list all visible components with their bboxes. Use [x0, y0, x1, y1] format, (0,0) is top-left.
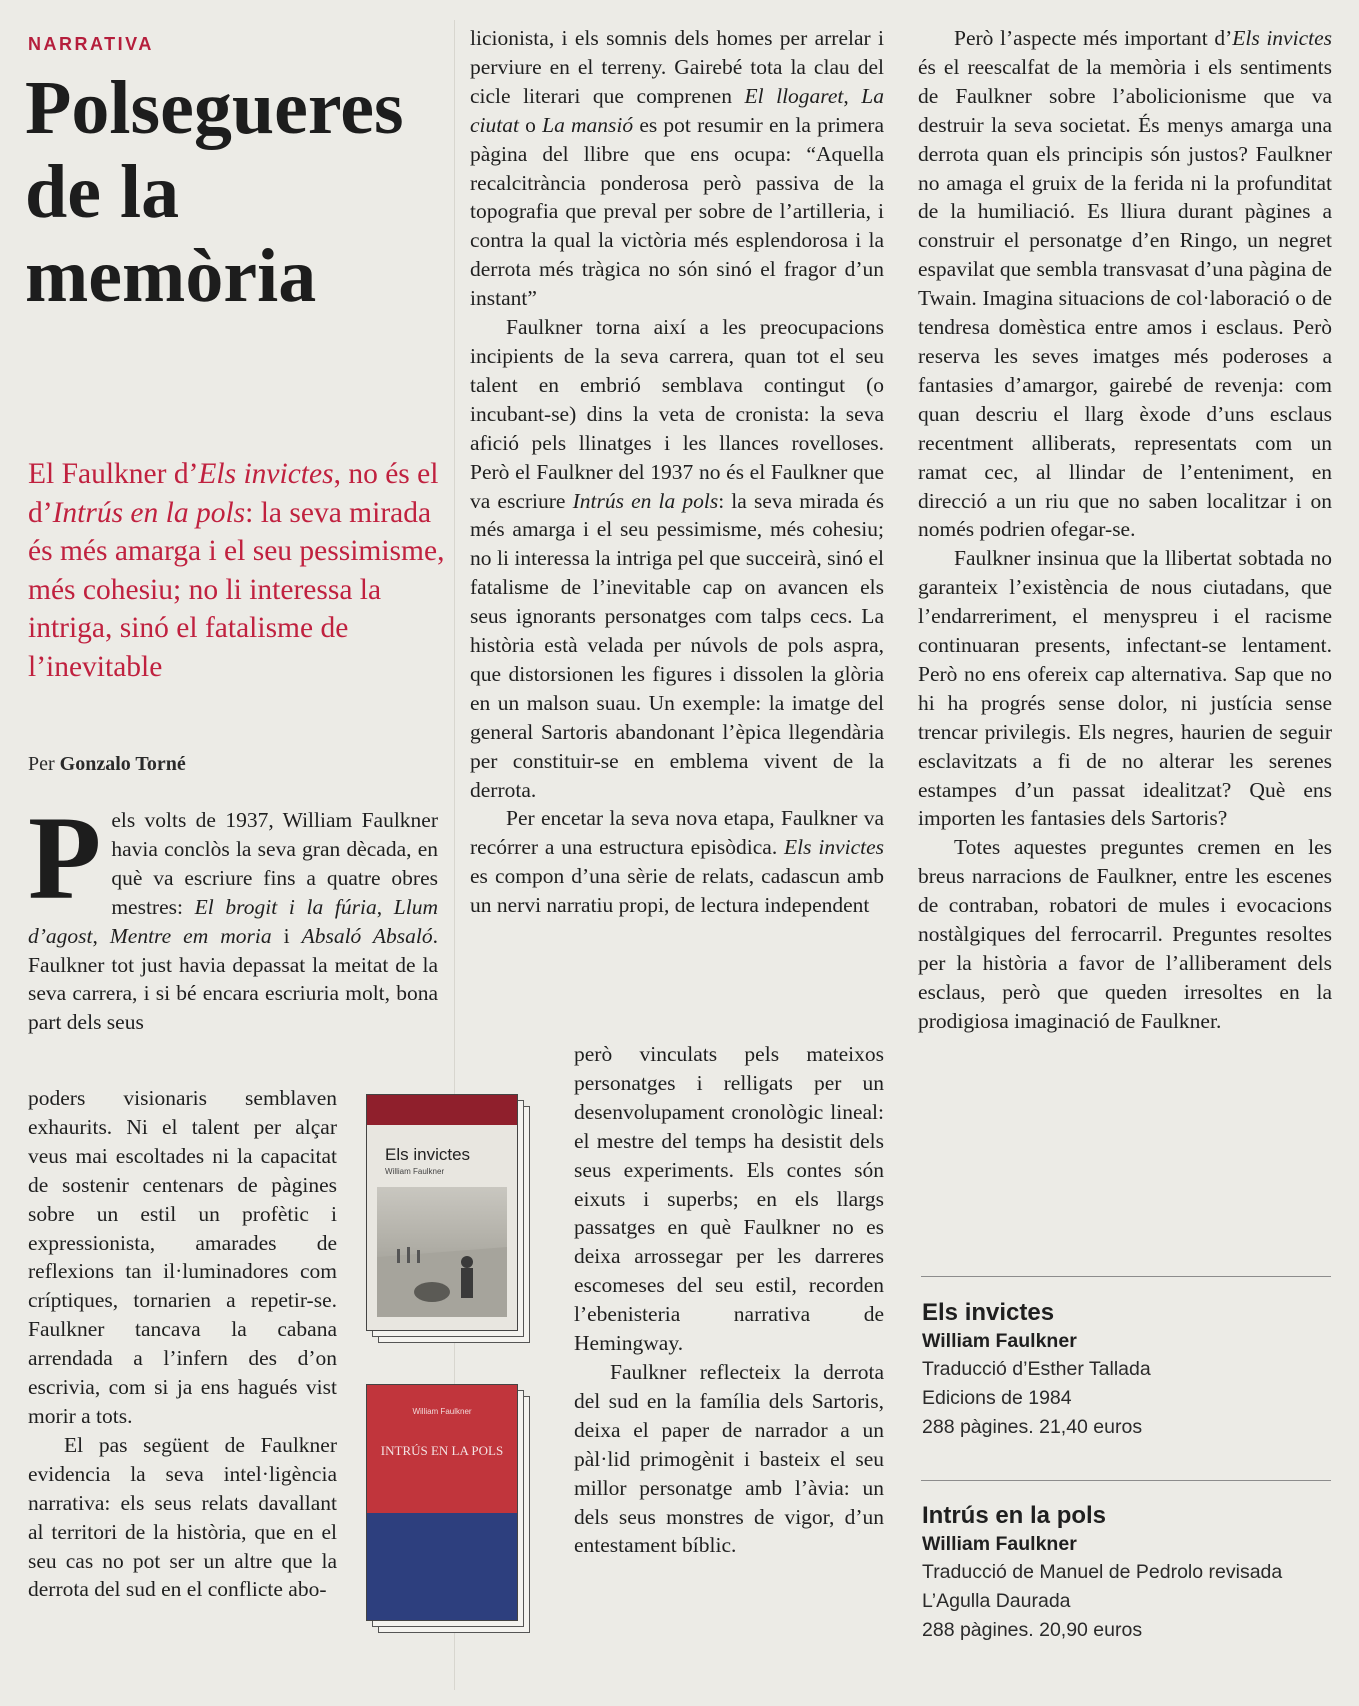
text-run: es compon d’una sèrie de relats, cadascun amb un nervi narratiu propi, de lectura independent — [470, 864, 884, 918]
text-run: : la seva mirada és més amarga i el seu pessimisme, més cohesiu; no li interessa la intriga pel que succeirà, sinó el fatalisme de l’inevitable cap on avancen els seus ignorants personatges com talps cecs. La història està velada per núvols de pols aspra, que distorsionen les figures i dissolen la glòria en un malson suau. Un exemple: la imatge del general Sartoris abandonant l’èpica llegendària per constituir-se en emblema vivent de la derrota. — [470, 488, 884, 802]
article-paragraph — [470, 804, 884, 920]
article-paragraph: Faulkner insinua que la llibertat sobtada no garanteix l’existència de nous ciutadans, que l’endarreriment, el menyspreu i el racisme continuaran presents, infectant-se lentament. Però no ens ofereix cap alternativa. Sap que no hi ha progrés sense dolor, ni justícia sense trencar privilegis. Els negres, haurien de seguir esclavitzats a fi de no alterar les serenes estampes d’un passat idealitzat? Què ens importen les fantasies dels Sartoris? — [918, 546, 1332, 831]
text-run: Faulkner torna així a les preocupacions incipients de la seva carrera, quan tot el seu talent en embrió semblava contingut (o incubant-se) dins la veta de cronista: la seva afició pels llinatges i les llances rovelloses. Però el Faulkner del 1937 no és el Faulkner que va escriure — [470, 315, 884, 513]
book-translation: Traducció de Manuel de Pedrolo revisada — [922, 1561, 1283, 1583]
article-paragraph: poders visionaris semblaven exhaurits. Ni el talent per alçar veus mai escoltades ni la capacitat de sostenir centenars de pàgines sobre un estil un profètic i expressionista, amarades de reflexions tan il·luminadores com críptiques, tornarien a repetir-se. Faulkner tancava la cabana arrendada a l’infern des d’on escrivia, com si ja ens hagués vist morir a tots. — [28, 1086, 337, 1428]
book-cover-intrus-en-la-pols — [366, 1384, 516, 1619]
book-publisher: Edicions de 1984 — [922, 1387, 1072, 1409]
byline-author: Gonzalo Torné — [59, 753, 186, 775]
text-run: és el reescalfat de la memòria i els sentiments de Faulkner sobre l’abolicionisme que va destruir la seva societat. És menys amarga una derrota quan els principis són justos? Faulkner no amaga el gruix de la ferida ni la profunditat de la humiliació. Es lliura durant pàgines a construir el personatge d’en Ringo, un negret espavilat que sembla transvasat d’una pàgina de Twain. Imagina situacions de col·laboració o de tendresa domèstica entre amos i esclaus. Però reserva les seves imatges més poderoses a fantasies d’amargor, gairebé de revenja: com quan descriu el llarg èxode d’uns esclaus recentment alliberats, representats com un ramat cec, al llindar de l’enteniment, en direcció a un riu que no saben localitzar i on només podrien ofegar-se. — [918, 54, 1332, 542]
standfirst-text: , no és el d’ — [28, 458, 439, 529]
book-info-1 — [922, 1298, 1332, 1442]
article-column-3 — [918, 24, 1332, 1036]
text-run: Per encetar la seva nova etapa, Faulkner va recórrer a una estructura episòdica. — [470, 806, 884, 860]
cover-front — [366, 1094, 518, 1331]
book-details: 288 pàgines. 21,40 euros — [922, 1416, 1143, 1438]
cover-photo — [377, 1187, 507, 1317]
article-column-1-bottom — [28, 1084, 337, 1604]
drop-cap: P — [28, 791, 102, 924]
standfirst-title: Els invictes — [198, 458, 334, 490]
standfirst — [28, 455, 448, 686]
text-run: i — [271, 923, 302, 948]
article-paragraph — [470, 24, 884, 313]
book-title: Mentre em moria — [109, 923, 272, 948]
text-run: es pot resumir en la primera pàgina del llibre que ens ocupa: “Aquella recalcitrància ponderosa però passiva de la topografia que preval per sobre de l’artilleria, i contra la qual la victòria més esplendorosa i la derrota més tràgica no són sinó el fragor d’un instant” — [470, 112, 884, 311]
book-title: Llum d’agost — [28, 894, 439, 948]
standfirst-text: : la seva mirada és més amarga i el seu pessimisme, més cohesiu; no li interessa la intriga, sinó el fatalisme de l’inevitable — [28, 496, 445, 683]
article-paragraph — [28, 791, 439, 1037]
cover-author: William Faulkner — [412, 1407, 472, 1416]
article-paragraph — [918, 24, 1332, 544]
article-paragraph: però vinculats pels mateixos personatges i relligats per un desenvolupament cronològic lineal: el mestre del temps ha desistit dels seus experiments. Els contes són eixuts i superbs; en els llargs passatges en què Faulkner no es deixa arrossegar per les darreres escomeses del seu estil, recorden l’ebenisteria narrativa de Hemingway. — [574, 1042, 884, 1356]
book-title: El brogit i la fúria — [194, 894, 377, 919]
book-cover-els-invictes — [366, 1094, 516, 1329]
book-title: Els invictes — [1232, 26, 1333, 50]
section-kicker: NARRATIVA — [28, 34, 154, 54]
byline-prefix: Per — [28, 753, 55, 775]
cover-front — [366, 1384, 518, 1621]
text-run: , — [843, 83, 862, 108]
headline-line: memòria — [25, 234, 317, 318]
book-author: William Faulkner — [922, 1330, 1077, 1352]
info-divider — [921, 1480, 1331, 1481]
article-paragraph: El pas següent de Faulkner evidencia la seva intel·ligència narrativa: els seus relats davallant al territori de la història, que en el seu cas no pot ser un altre que la derrota del sud en el conflicte abo- — [28, 1432, 337, 1602]
text-run: . Faulkner tot just havia depassat la meitat de la seva carrera, i si bé encara escriuria molt, bona part dels seus — [28, 923, 438, 1035]
headline-line: de la — [25, 150, 180, 234]
book-title: Absaló Absaló — [301, 923, 433, 948]
cover-title: Els invictes — [385, 1145, 471, 1164]
book-title: Intrús en la pols — [922, 1502, 1107, 1529]
book-title: El llogaret — [744, 83, 844, 108]
book-title: Intrús en la pols — [572, 488, 719, 513]
article-paragraph: Faulkner reflecteix la derrota del sud en la família dels Sartoris, deixa el paper de narrador a un pàl·lid primogènit i basteix el seu millor personatge amb l’àvia: un dels seus monstres de vigor, d’un entestament bíblic. — [574, 1359, 884, 1558]
book-title: La ciutat — [470, 83, 884, 137]
text-run: , — [376, 894, 394, 919]
book-publisher: L’Agulla Daurada — [922, 1590, 1071, 1612]
text-run: Però l’aspecte més important d’ — [954, 26, 1233, 50]
standfirst-text: El Faulkner d’ — [28, 458, 199, 490]
cover-title: INTRÚS EN LA POLS — [380, 1443, 504, 1458]
book-author: William Faulkner — [922, 1533, 1077, 1555]
info-divider — [921, 1276, 1331, 1277]
book-details: 288 pàgines. 20,90 euros — [922, 1619, 1143, 1641]
book-title: Els invictes — [784, 835, 885, 860]
book-info-2 — [922, 1501, 1332, 1645]
book-title: Els invictes — [922, 1299, 1055, 1326]
cover-illustration — [377, 1187, 507, 1317]
text-run: , — [92, 923, 110, 948]
standfirst-title: Intrús en la pols — [52, 496, 246, 529]
article-column-2-top — [470, 24, 884, 920]
article-paragraph: Totes aquestes preguntes cremen en les breus narracions de Faulkner, entre les escenes de contraban, robatori de mules i evocacions nostàlgiques del ferrocarril. Preguntes resoltes per la història a favor de l’alliberament dels esclaus, però que queden irresoltes en la prodigiosa imaginació de Faulkner. — [918, 835, 1332, 1033]
text-run: licionista, i els somnis dels homes per arrelar i perviure en el terreny. Gairebé tota la clau del cicle literari que comprenen — [470, 26, 884, 108]
article-paragraph — [470, 313, 884, 804]
article-column-1-top — [28, 791, 439, 1037]
headline — [25, 66, 445, 318]
book-title: La mansió — [542, 112, 634, 137]
cover-band — [367, 1095, 517, 1125]
byline — [28, 753, 186, 776]
article-column-2-bottom — [574, 1040, 884, 1560]
book-translation: Traducció d’Esther Tallada — [922, 1358, 1151, 1380]
text-run: els volts de 1937, William Faulkner havia conclòs la seva gran dècada, en què va escriure fins a quatre obres mestres: — [111, 808, 438, 919]
text-run: o — [518, 112, 543, 137]
headline-line: Polsegueres — [25, 66, 404, 150]
cover-author: William Faulkner — [385, 1167, 445, 1176]
